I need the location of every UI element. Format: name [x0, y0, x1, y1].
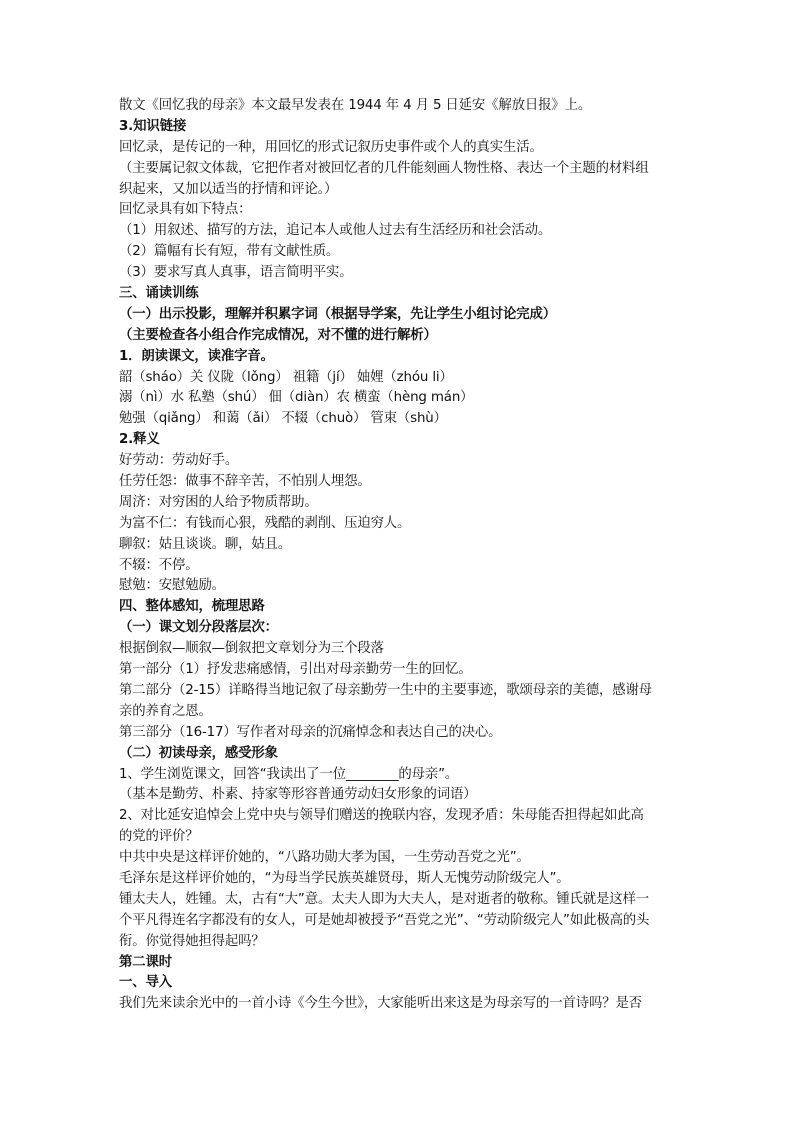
text-line: 衔。你觉得她担得起吗？	[119, 933, 265, 949]
section-heading: （二）初读母亲，感受形象	[119, 745, 278, 761]
section-heading: 2.释义	[119, 432, 160, 448]
text-line: （2）篇幅有长有短，带有文献性质。	[119, 244, 340, 260]
section-heading: 第二课时	[119, 954, 172, 970]
text-line: 周济：对穷困的人给予物质帮助。	[119, 494, 318, 510]
text-line: 织起来，又加以适当的抒情和评论。）	[119, 181, 338, 197]
text-line: 聊叙：姑且谈谈。聊，姑且。	[119, 536, 292, 552]
text-line: 回忆录，是传记的一种，用回忆的形式记叙历史事件或个人的真实生活。	[119, 139, 543, 155]
text-line: 第一部分（1）抒发悲痛感情，引出对母亲勤劳一生的回忆。	[119, 662, 472, 678]
text-line: 第三部分（16-17）写作者对母亲的沉痛悼念和表达自己的决心。	[119, 724, 502, 740]
section-heading: （一）课文划分段落层次：	[119, 620, 278, 636]
text-line: （1）用叙述、描写的方法，追记本人或他人过去有生活经历和社会活动。	[119, 223, 552, 239]
text-line: 的党的评价？	[119, 829, 199, 845]
text-line: 为富不仁：有钱而心狠，残酷的剥削、压迫穷人。	[119, 515, 411, 531]
text-line: 回忆录具有如下特点：	[119, 202, 252, 218]
text-line: 我们先来读余光中的一首小诗《今生今世》，大家能听出来这是为母亲写的一首诗吗？是否	[119, 996, 642, 1012]
text-line: 锺太夫人，姓锺。太，古有“大”意。太夫人即为大夫人，是对逝者的敬称。锺氏就是这样一	[119, 891, 649, 907]
text-line: （3）要求写真人真事，语言简明平实。	[119, 265, 353, 281]
section-heading: 1．朗读课文，读准字音。	[119, 348, 274, 364]
text-line: 散文《回忆我的母亲》本文最早发表在 1944 年 4 月 5 日延安《解放日报》上。	[119, 98, 592, 113]
text-line: 中共中央是这样评价她的，“八路功勋大孝为国，一生劳动吾党之光”。	[119, 850, 530, 866]
section-heading: 四、整体感知，梳理思路	[119, 599, 265, 615]
text-line: 慰勉：安慰勉励。	[119, 578, 225, 594]
text-line: 韶（sháo）关 仪陇（lǒng） 祖籍（jí） 妯娌（zhóu li）	[119, 369, 453, 385]
text-line: （主要属记叙文体裁，它把作者对被回忆者的几件能刻画人物性格、表达一个主题的材料组	[119, 160, 649, 176]
text-line: 个平凡得连名字都没有的女人，可是她却被授予“吾党之光”、“劳动阶级完人”如此极高的头	[119, 912, 650, 928]
text-line: 好劳动：劳动好手。	[119, 453, 239, 469]
text-line: 勉强（qiǎng） 和蔼（ǎi） 不辍（chuò） 管束（shù）	[119, 411, 447, 427]
section-heading: （主要检查各小组合作完成情况，对不懂的进行解析）	[119, 327, 437, 343]
text-line: 任劳任怨：做事不辞辛苦，不怕别人埋怨。	[119, 474, 371, 490]
text-line: 2、对比延安追悼会上党中央与领导们赠送的挽联内容，发现矛盾：朱母能否担得起如此高	[119, 808, 644, 824]
text-line: 1、学生浏览课文，回答“我读出了一位________的母亲”。	[119, 766, 459, 782]
section-heading: 3.知识链接	[119, 118, 187, 134]
text-line: 毛泽东是这样评价她的，“为母当学民族英雄贤母，斯人无愧劳动阶级完人”。	[119, 870, 570, 886]
text-line: 根据倒叙—顺叙—倒叙把文章划分为三个段落	[119, 641, 384, 657]
text-line: 第二部分（2-15）详略得当地记叙了母亲勤劳一生中的主要事迹，歌颂母亲的美德，感谢母	[119, 682, 652, 698]
section-heading: （一）出示投影，理解并积累字词（根据导学案，先让学生小组讨论完成）	[119, 306, 556, 322]
section-heading: 三、诵读训练	[119, 286, 199, 302]
document-page	[119, 96, 682, 1015]
section-heading: 一、导入	[119, 975, 172, 991]
text-line: （基本是勤劳、朴素、持家等形容普通劳动妇女形象的词语）	[119, 787, 477, 803]
text-line: 溺（nì）水 私塾（shú） 佃（diàn）农 横蛮（hèng mán）	[119, 390, 474, 406]
text-line: 不辍：不停。	[119, 557, 199, 573]
text-line: 亲的养育之恩。	[119, 703, 212, 719]
